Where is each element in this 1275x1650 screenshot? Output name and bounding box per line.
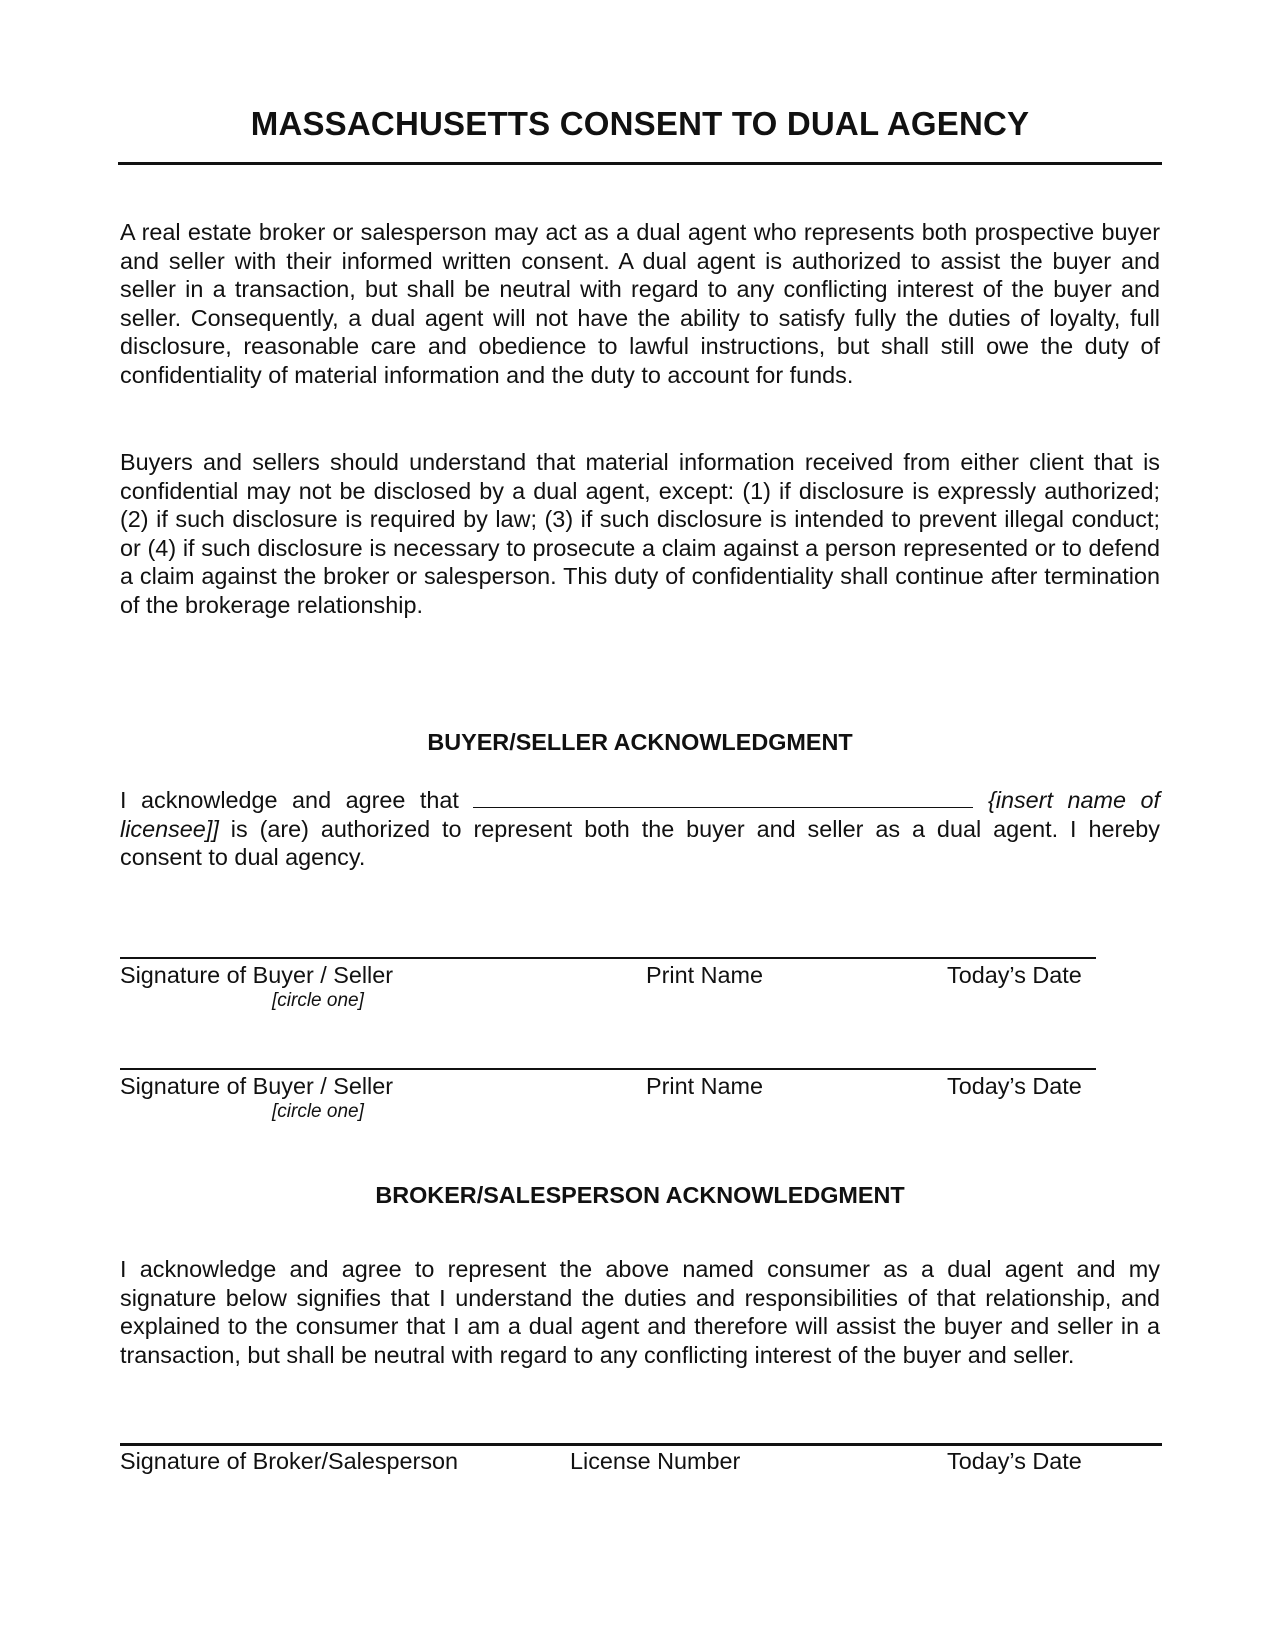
broker-date-label: Today’s Date [947, 1448, 1082, 1474]
buyer-seller-heading: BUYER/SELLER ACKNOWLEDGMENT [427, 729, 853, 755]
signature-line[interactable] [120, 1068, 1096, 1070]
dual-agency-paragraph: A real estate broker or salesperson may act as a dual agent who represents both prospective buyer and seller with their informed written consent. A dual agent is authorized to assist the buyer and seller in a transaction, but shall be neutral with regard to any conflicting interest of the buyer and seller. Consequently, a dual agent will not have the ability to satisfy fully the duties of loyalty, full disclosure, reasonable care and obedience to lawful instructions, but shall still owe the duty of confidentiality of material information and the duty to account for funds. [120, 219, 1160, 388]
signature-label: Signature of Buyer / Seller [120, 1073, 394, 1099]
broker-signature-label: Signature of Broker/Salesperson [120, 1448, 459, 1474]
consent-lead-text: I acknowledge and agree that [120, 787, 474, 813]
print-name-label: Print Name [646, 962, 763, 988]
circle-one-note: [circle one] [272, 990, 364, 1011]
licensee-name-blank[interactable] [473, 787, 973, 808]
print-name-label: Print Name [646, 1073, 763, 1099]
signature-label: Signature of Buyer / Seller [120, 962, 394, 988]
broker-signature-line[interactable] [120, 1443, 1162, 1446]
broker-heading: BROKER/SALESPERSON ACKNOWLEDGMENT [375, 1182, 905, 1208]
confidentiality-paragraph: Buyers and sellers should understand that material information received from either client that is confidential may not be disclosed by a dual agent, except: (1) if disclosure is expressly authorized; (2) if such disclosure is required by law; (3) if such disclosure is intended to prevent illegal conduct; or (4) if such disclosure is necessary to prosecute a claim against a person represented or to defend a claim against the broker or salesperson. This duty of confidentiality shall continue after termination of the brokerage relationship. [120, 449, 1160, 618]
insert-licensee-hint: {insert name of licensee]] [120, 787, 1160, 842]
consent-rest-text: is (are) authorized to represent both the buyer and seller as a dual agent. I hereby consent to dual agency. [120, 815, 1160, 871]
document-title: MASSACHUSETTS CONSENT TO DUAL AGENCY [250, 105, 1030, 142]
license-number-label: License Number [570, 1448, 741, 1474]
date-label: Today’s Date [947, 962, 1082, 988]
document-page [120, 0, 1160, 1650]
circle-one-note: [circle one] [272, 1101, 364, 1122]
buyer-seller-consent-text [120, 786, 1160, 872]
signature-line[interactable] [120, 957, 1096, 959]
date-label: Today’s Date [947, 1073, 1082, 1099]
title-underline [118, 162, 1162, 165]
broker-acknowledgment-text: I acknowledge and agree to represent the above named consumer as a dual agent and my signature below signifies that I understand the duties and responsibilities of that relationship, and explained to the consumer that I am a dual agent and therefore will assist the buyer and seller in a transaction, but shall be neutral with regard to any conflicting interest of the buyer and seller. [120, 1256, 1160, 1368]
